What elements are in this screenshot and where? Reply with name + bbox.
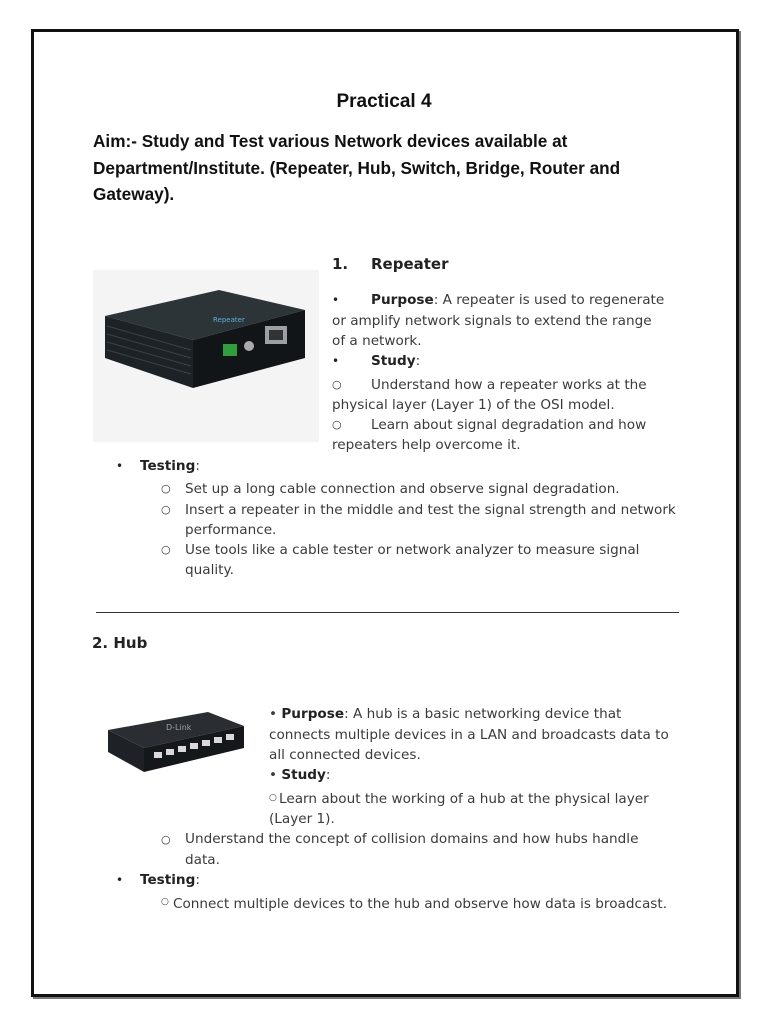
repeater-study-item-1-line-1: Understand how a repeater works at the <box>371 377 647 393</box>
circle-bullet: ○ <box>332 418 342 431</box>
study-label: Study <box>281 767 326 783</box>
hub-study-item-2-line-1: Understand the concept of collision domains and how hubs handle <box>185 831 639 847</box>
repeater-study-item-2-line-2: repeaters help overcome it. <box>332 437 521 453</box>
bullet-dot: • <box>332 354 340 368</box>
hub-testing-label-line: Testing: <box>140 872 200 888</box>
circle-bullet: ○ <box>332 378 342 391</box>
hub-purpose-line-2: connects multiple devices in a LAN and broadcasts data to <box>269 727 669 743</box>
repeater-testing-item-1: Set up a long cable connection and observe signal degradation. <box>185 481 620 497</box>
hub-study-label-line: • Study: <box>269 767 331 783</box>
repeater-testing-item-2-line-1: Insert a repeater in the middle and test the signal strength and network <box>185 502 676 518</box>
repeater-testing-item-2-line-2: performance. <box>185 522 277 538</box>
purpose-text: : A repeater is used to regenerate <box>433 292 665 308</box>
circle-bullet: ○ <box>161 897 169 907</box>
circle-bullet: ○ <box>269 793 277 803</box>
repeater-device-illustration <box>93 270 319 442</box>
repeater-image <box>93 270 319 442</box>
bullet-dot: • <box>116 459 124 473</box>
hub-study-item-2-line-2: data. <box>185 852 220 868</box>
study-label: Study <box>371 353 416 369</box>
svg-text:Repeater: Repeater <box>213 316 245 324</box>
circle-bullet: ○ <box>161 543 171 556</box>
bullet-dot: • <box>332 293 340 307</box>
repeater-testing-item-3-line-2: quality. <box>185 562 234 578</box>
aim-statement: Aim:- Study and Test various Network devices available at Department/Institute. (Repeater, Hub, Switch, Bridge, Router and Gateway). <box>93 131 621 204</box>
bullet-dot: • <box>116 873 124 887</box>
section-divider <box>96 612 679 613</box>
purpose-label: Purpose <box>371 292 434 308</box>
purpose-label: Purpose <box>281 706 345 722</box>
repeater-study-label-line: Study: <box>371 353 421 369</box>
testing-label: Testing <box>140 872 196 888</box>
repeater-purpose-line-3: of a network. <box>332 333 422 349</box>
hub-device-illustration <box>104 708 248 776</box>
repeater-number: 1. <box>332 255 349 273</box>
circle-bullet: ○ <box>161 482 171 495</box>
repeater-testing-label-line: Testing: <box>140 458 200 474</box>
repeater-purpose-line-1 <box>371 290 664 310</box>
hub-study-item-1-line-2: (Layer 1). <box>269 811 335 827</box>
hub-testing-item-1: Connect multiple devices to the hub and observe how data is broadcast. <box>173 896 668 912</box>
repeater-testing-item-3-line-1: Use tools like a cable tester or network analyzer to measure signal <box>185 542 640 558</box>
page-title: Practical 4 <box>336 91 432 112</box>
purpose-text: : A hub is a basic networking device that <box>344 706 622 722</box>
repeater-purpose-line-2: or amplify network signals to extend the range <box>332 313 652 329</box>
testing-label: Testing <box>140 458 196 474</box>
circle-bullet: ○ <box>161 503 171 516</box>
svg-text:D-Link: D-Link <box>166 723 192 732</box>
hub-study-item-1-line-1: Learn about the working of a hub at the physical layer <box>279 791 649 807</box>
circle-bullet: ○ <box>161 833 171 846</box>
repeater-study-item-2-line-1: Learn about signal degradation and how <box>371 417 647 433</box>
hub-purpose-line-3: all connected devices. <box>269 747 421 763</box>
hub-image <box>104 708 248 776</box>
hub-purpose-line-1: • Purpose: A hub is a basic networking device that <box>269 706 622 722</box>
repeater-heading: Repeater <box>371 255 449 273</box>
repeater-study-item-1-line-2: physical layer (Layer 1) of the OSI model. <box>332 397 615 413</box>
hub-heading: 2. Hub <box>92 634 148 652</box>
